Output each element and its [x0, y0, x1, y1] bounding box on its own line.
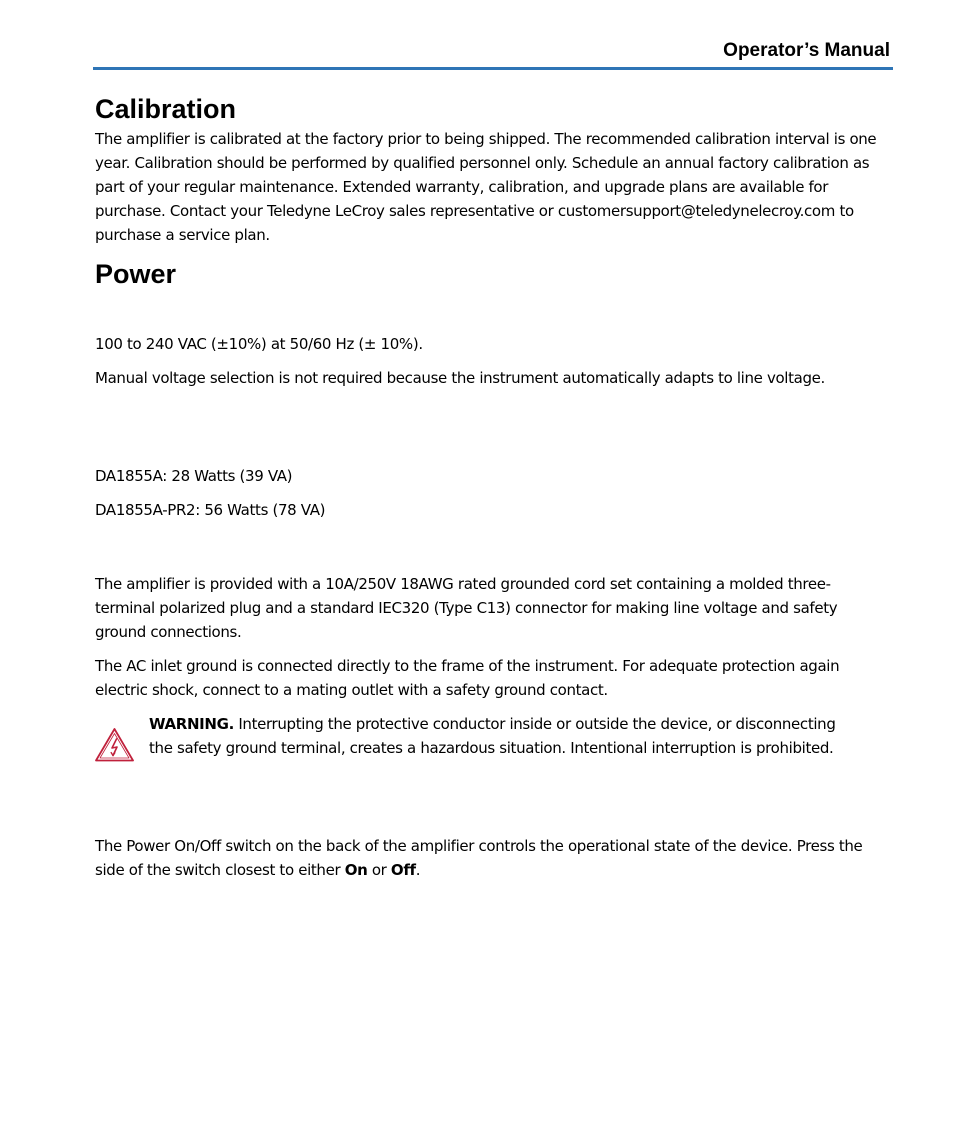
voltage-note: Manual voltage selection is not required because the instrument automatically adapts to line voltage. [95, 369, 825, 387]
power-consumption-da1855a-pr2: DA1855A-PR2: 56 Watts (78 VA) [95, 501, 326, 519]
switch-off-label: Off [390, 861, 416, 879]
manual-title: Operator’s Manual [723, 40, 890, 61]
switch-on-label: On [344, 861, 368, 879]
calibration-heading: Calibration [95, 94, 237, 124]
power-consumption-da1855a: DA1855A: 28 Watts (39 VA) [95, 467, 293, 485]
switch-period: . [415, 861, 421, 879]
warning-label: WARNING. [149, 715, 234, 733]
cord-set-description: The amplifier is provided with a 10A/250V 18AWG rated grounded cord set containing a molded three-terminal polarized plug and a standard IEC320 (Type C13) connector for making line voltage and safety ground connections. [95, 575, 838, 641]
switch-text: The Power On/Off switch on the back of the amplifier controls the operational state of the device. Press the side of the switch closest to either [95, 837, 863, 879]
switch-conjunction: or [367, 861, 391, 879]
ground-description: The AC inlet ground is connected directly to the frame of the instrument. For adequate protection again electric shock, connect to a mating outlet with a safety ground contact. [95, 657, 840, 699]
electrical-hazard-warning-icon [94, 727, 135, 763]
power-heading: Power [95, 259, 177, 289]
header-rule [93, 67, 893, 70]
voltage-spec: 100 to 240 VAC (±10%) at 50/60 Hz (± 10%). [95, 335, 423, 353]
warning-text: Interrupting the protective conductor inside or outside the device, or disconnecting the safety ground terminal, creates a hazardous situation. Intentional interruption is prohibited. [149, 715, 836, 757]
warning-note [149, 712, 839, 760]
power-switch-description [95, 834, 880, 882]
calibration-body: The amplifier is calibrated at the factory prior to being shipped. The recommended calibration interval is one year. Calibration should be performed by qualified personnel only. Schedule an annual factory calibration as part of your regular maintenance. Extended warranty, calibration, and upgrade plans are available for purchase. Contact your Teledyne LeCroy sales representative or customersupport@teledynelecroy.com to purchase a service plan. [95, 130, 877, 244]
